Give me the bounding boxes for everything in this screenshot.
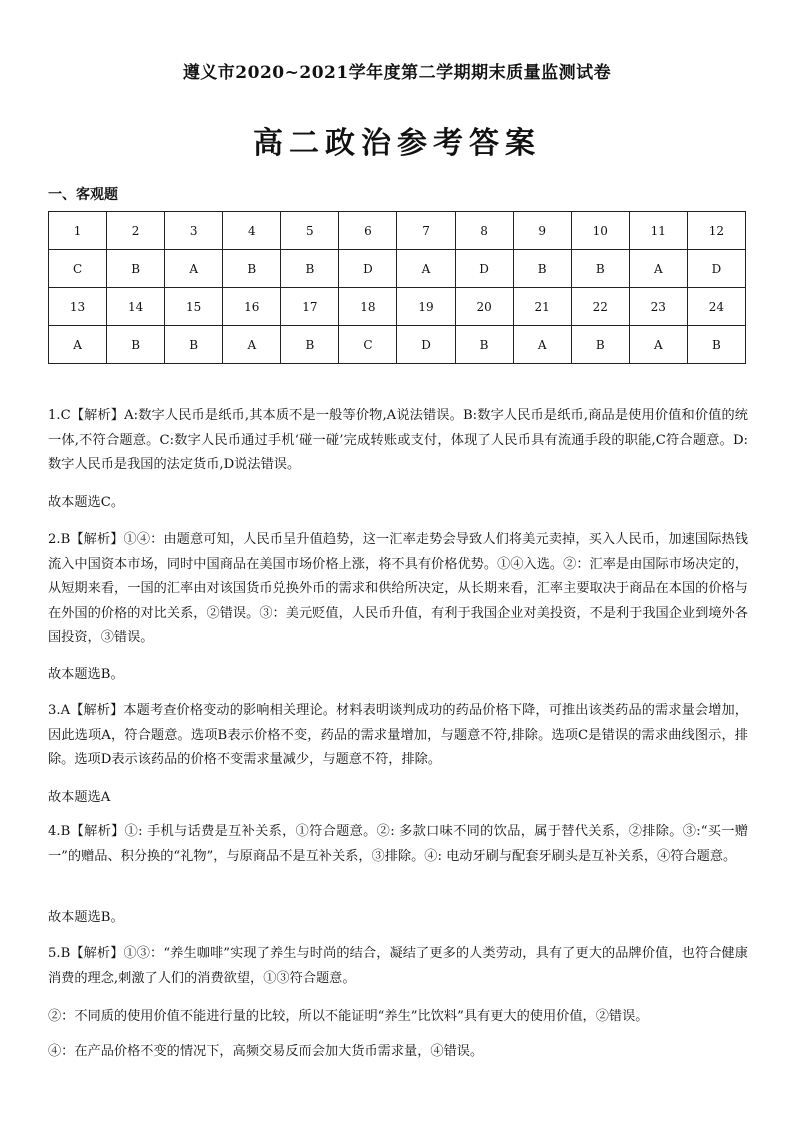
explanation-q5-note-4: ④：在产品价格不变的情况下，高频交易反而会加大货币需求量，④错误。 — [48, 1044, 484, 1059]
table-cell: C — [339, 326, 397, 364]
table-cell: 17 — [281, 288, 339, 326]
table-cell: 14 — [107, 288, 165, 326]
table-cell: 20 — [455, 288, 513, 326]
table-cell: 15 — [165, 288, 223, 326]
explanation-q1: 1.C【解析】A:数字人民币是纸币,其本质不是一般等价物,A说法错误。B:数字人民币是纸币,商品是使用价值和价值的统一体,不符合题意。C:数字人民币通过手机‘碰一碰’完成转账或支付，体现了人民币具有流通手段的职能,C符合题意。D:数字人民币是我国的法定货币,D说法错误。 — [48, 408, 748, 472]
table-cell: 8 — [455, 212, 513, 250]
table-cell: A — [397, 250, 455, 288]
page-title: 高二政治参考答案 — [253, 126, 541, 161]
table-cell: 21 — [513, 288, 571, 326]
table-cell: B — [513, 250, 571, 288]
table-cell: 9 — [513, 212, 571, 250]
table-cell: 18 — [339, 288, 397, 326]
table-cell: B — [571, 326, 629, 364]
conclusion-q1: 故本题选C。 — [48, 495, 125, 510]
table-cell: 3 — [165, 212, 223, 250]
table-row-question-numbers — [49, 212, 746, 250]
table-cell: 2 — [107, 212, 165, 250]
table-cell: A — [513, 326, 571, 364]
explanation-q5-note-2: ②：不同质的使用价值不能进行量的比较，所以不能证明“养生”比饮料”具有更大的使用价值，②错误。 — [48, 1009, 649, 1024]
section-heading: 一、客观题 — [48, 187, 118, 203]
conclusion-q4: 故本题选B。 — [48, 910, 124, 925]
table-row-answers — [49, 326, 746, 364]
table-cell: A — [629, 250, 687, 288]
table-cell: D — [339, 250, 397, 288]
table-cell: 7 — [397, 212, 455, 250]
explanation-q4: 4.B【解析】①: 手机与话费是互补关系，①符合题意。②: 多款口味不同的饮品，属于替代关系，②排除。③:“买一赠一”的赠品、积分换的“礼物”，与原商品不是互补关系，③排除。④: 电动牙刷与配套牙刷头是互补关系，④符合题意。 — [48, 824, 748, 864]
table-cell: B — [455, 326, 513, 364]
table-cell: 11 — [629, 212, 687, 250]
explanation-q2: 2.B【解析】①④：由题意可知，人民币呈升值趋势，这一汇率走势会导致人们将美元卖掉，买入人民币，加速国际热钱流入中国资本市场，同时中国商品在美国市场价格上涨，将不具有价格优势。①④入选。②：汇率是由国际市场决定的，从短期来看，一国的汇率由对该国货币兑换外币的需求和供给所决定，从长期来看，汇率主要取决于商品在本国的价格与在外国的价格的对比关系，②错误。③：美元贬值，人民币升值，有利于我国企业对美投资，不是利于我国企业到境外各国投资，③错误。 — [48, 532, 748, 645]
conclusion-q2: 故本题选B。 — [48, 667, 124, 682]
table-cell: B — [223, 250, 281, 288]
table-cell: A — [629, 326, 687, 364]
table-row-question-numbers — [49, 288, 746, 326]
table-cell: D — [687, 250, 745, 288]
table-cell: 6 — [339, 212, 397, 250]
table-cell: A — [223, 326, 281, 364]
table-row-answers — [49, 250, 746, 288]
table-cell: B — [107, 250, 165, 288]
table-cell: B — [281, 326, 339, 364]
table-cell: 23 — [629, 288, 687, 326]
table-cell: 1 — [49, 212, 107, 250]
table-cell: C — [49, 250, 107, 288]
table-cell: A — [49, 326, 107, 364]
table-cell: 12 — [687, 212, 745, 250]
table-cell: A — [165, 250, 223, 288]
exam-subtitle: 遵义市2020~2021学年度第二学期期末质量监测试卷 — [182, 63, 612, 83]
table-cell: D — [397, 326, 455, 364]
table-cell: 19 — [397, 288, 455, 326]
table-cell: 22 — [571, 288, 629, 326]
table-cell: B — [107, 326, 165, 364]
table-cell: 5 — [281, 212, 339, 250]
table-cell: 13 — [49, 288, 107, 326]
table-cell: D — [455, 250, 513, 288]
answer-table — [48, 211, 746, 364]
table-cell: B — [165, 326, 223, 364]
table-cell: B — [571, 250, 629, 288]
table-cell: 10 — [571, 212, 629, 250]
explanation-q3: 3.A【解析】本题考查价格变动的影响相关理论。材料表明谈判成功的药品价格下降，可推出该类药品的需求量会增加，因此选项A，符合题意。选项B表示价格不变，药品的需求量增加，与题意不符,排除。选项C是错误的需求曲线图示，排除。选项D表示该药品的价格不变需求量减少，与题意不符，排除。 — [48, 703, 748, 767]
explanation-q5: 5.B【解析】①③：“养生咖啡”实现了养生与时尚的结合，凝结了更多的人类劳动，具有了更大的品牌价值，也符合健康消费的理念,刺激了人们的消费欲望，①③符合题意。 — [48, 946, 748, 986]
table-cell: 4 — [223, 212, 281, 250]
table-cell: B — [687, 326, 745, 364]
table-cell: 24 — [687, 288, 745, 326]
conclusion-q3: 故本题选A — [48, 790, 111, 805]
table-cell: 16 — [223, 288, 281, 326]
table-cell: B — [281, 250, 339, 288]
